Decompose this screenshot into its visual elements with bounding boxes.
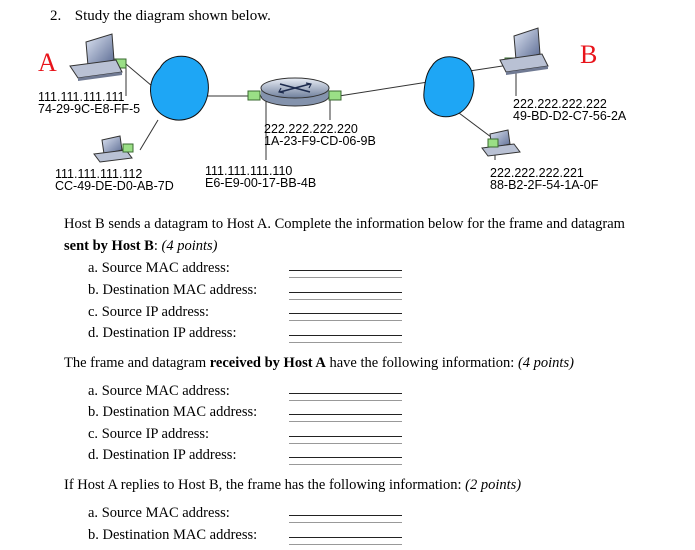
computer-icon-host-a2 — [94, 136, 133, 162]
answer-blank-part2-a[interactable] — [289, 393, 402, 394]
part1-intro-line1: Host B sends a datagram to Host A. Complete the information below for the frame and datagram — [64, 216, 625, 232]
part1-intro-line2: sent by Host B: (4 points) — [64, 238, 218, 254]
part2-item-b: b. Destination MAC address: — [88, 404, 258, 420]
part2-bold: received by Host A — [209, 355, 326, 371]
part2-points: (4 points) — [517, 355, 574, 371]
part3-intro: If Host A replies to Host B, the frame has the following information: (2 points) — [64, 477, 522, 493]
answer-blank-part2-b[interactable] — [289, 414, 402, 415]
host-b-address — [513, 98, 626, 122]
router-right-mac: 1A-23-F9-CD-06-9B — [264, 134, 376, 148]
host-b-ip: 222.222.222.222 — [513, 97, 607, 111]
computer-icon-host-b2 — [482, 130, 520, 156]
answer-blank-part2-c[interactable] — [289, 436, 402, 437]
router-icon — [261, 78, 329, 106]
router-right-address — [264, 123, 376, 147]
host-b2-ip: 222.222.222.221 — [490, 166, 584, 180]
part1-points: (4 points) — [161, 238, 218, 254]
part2-item-a: a. Source MAC address: — [88, 383, 230, 399]
router-right-ip: 222.222.222.220 — [264, 122, 358, 136]
router-left-ip: 111.111.111.110 — [205, 164, 293, 178]
answer-blank-part1-d[interactable] — [289, 335, 402, 336]
host-a2-ip: 111.111.111.112 — [55, 167, 143, 181]
host-a-address — [38, 91, 148, 115]
part3-item-a: a. Source MAC address: — [88, 505, 230, 521]
part1-item-a: a. Source MAC address: — [88, 260, 230, 276]
answer-blank-part1-c[interactable] — [289, 313, 402, 314]
host-a2-mac: CC-49-DE-D0-AB-7D — [55, 179, 174, 193]
part2-item-d: d. Destination IP address: — [88, 447, 237, 463]
host-b2-mac: 88-B2-2F-54-1A-0F — [490, 178, 599, 192]
host-b2-address — [490, 167, 598, 191]
host-b-label: B — [580, 40, 598, 69]
answer-blank-part2-d[interactable] — [289, 457, 402, 458]
question-number: 2. — [50, 8, 62, 24]
subnet-cloud-right — [424, 57, 474, 117]
part2-item-c: c. Source IP address: — [88, 426, 210, 442]
question-text: Study the diagram shown below. — [74, 8, 271, 24]
router-left-mac: E6-E9-00-17-BB-4B — [205, 176, 317, 190]
computer-icon-host-b — [500, 28, 548, 75]
answer-blank-part3-b[interactable] — [289, 537, 402, 538]
part1-bold: sent by Host B — [64, 238, 154, 254]
answer-blank-part3-a[interactable] — [289, 515, 402, 516]
part1-item-c: c. Source IP address: — [88, 304, 210, 320]
part1-item-b: b. Destination MAC address: — [88, 282, 258, 298]
part1-intro — [64, 213, 625, 257]
subnet-cloud-left — [150, 56, 208, 120]
answer-blank-part1-a[interactable] — [289, 270, 402, 271]
part3-item-b: b. Destination MAC address: — [88, 527, 258, 543]
host-a-ip: 111.111.111.111 — [38, 90, 125, 104]
host-a-label: A — [38, 48, 57, 77]
host-a-mac: 74-29-9C-E8-FF-5 — [38, 103, 141, 115]
host-a2-address — [55, 168, 174, 192]
part1-item-d: d. Destination IP address: — [88, 325, 237, 341]
computer-icon-host-a — [70, 34, 122, 81]
answer-blank-part1-b[interactable] — [289, 292, 402, 293]
part3-points: (2 points) — [465, 477, 522, 493]
router-left-address — [205, 165, 316, 189]
part2-intro: The frame and datagram received by Host A have the following information: (4 points) — [64, 355, 574, 371]
host-b-mac: 49-BD-D2-C7-56-2A — [513, 109, 627, 123]
